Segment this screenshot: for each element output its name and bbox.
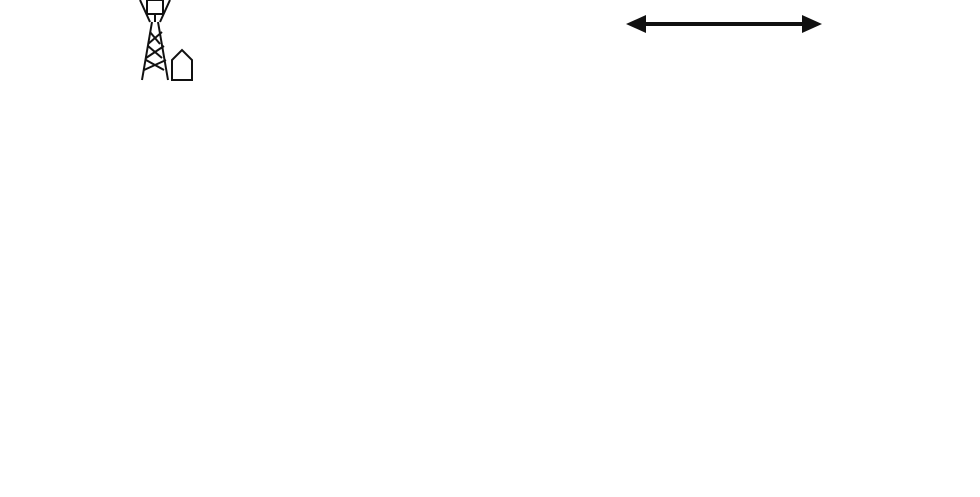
- antenna-tower-icon: [140, 0, 170, 80]
- direction-arrow: [626, 15, 822, 33]
- arrow-right-head-icon: [802, 15, 822, 33]
- arrow-left-head-icon: [626, 15, 646, 33]
- hut-icon: [172, 50, 192, 80]
